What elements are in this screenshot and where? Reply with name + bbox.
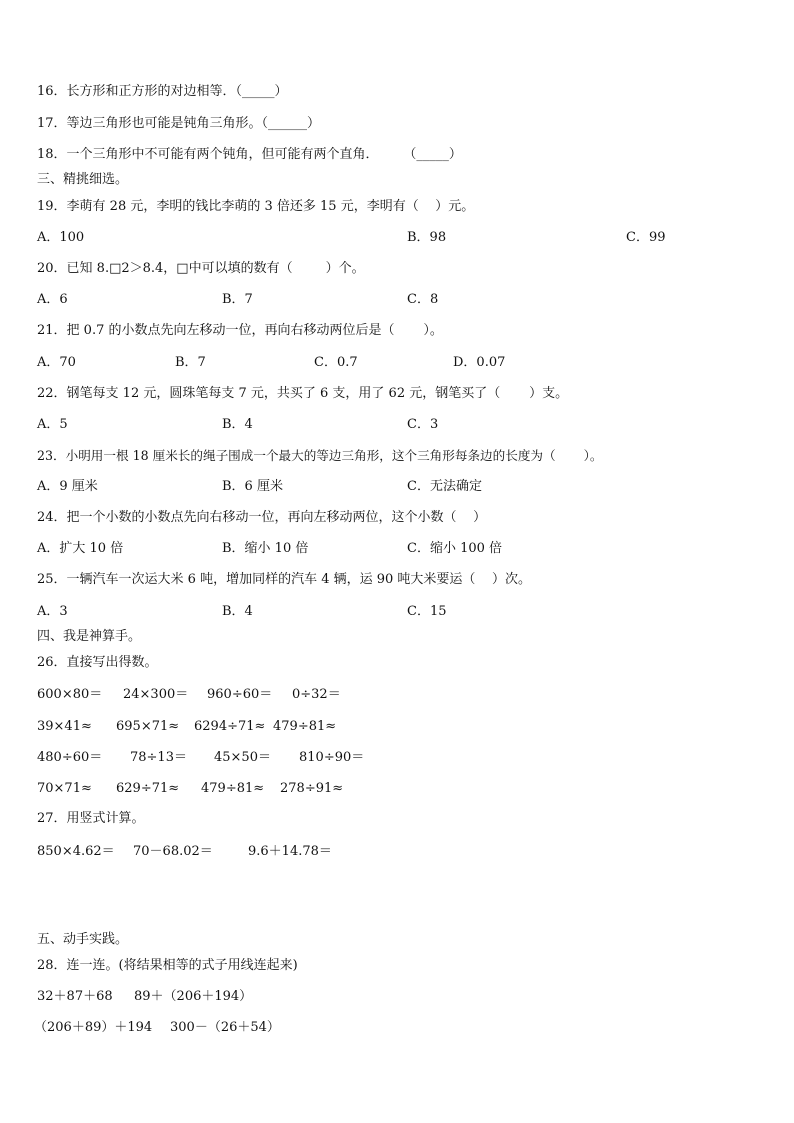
option-24-a: A．扩大 10 倍 [37, 541, 124, 556]
calc-item: 810÷90＝ [299, 750, 365, 765]
calc-item: 0÷32＝ [292, 687, 341, 702]
option-20-b: B．7 [222, 292, 253, 307]
section-title-3: 三、精挑细选。 [37, 172, 129, 187]
option-21-d: D．0.07 [453, 355, 506, 370]
option-23-b: B．6 厘米 [222, 479, 283, 494]
section-title-5: 五、动手实践。 [37, 932, 129, 947]
question-20: 20．已知 8.□2＞8.4，□中可以填的数有（ ）个。 [37, 261, 365, 276]
connect-item: 32＋87＋68 [37, 989, 113, 1004]
section-title-4: 四、我是神算手。 [37, 629, 142, 644]
question-28: 28．连一连。(将结果相等的式子用线连起来) [37, 958, 298, 973]
question-19: 19．李萌有 28 元，李明的钱比李萌的 3 倍还多 15 元，李明有（ ）元。 [37, 199, 475, 214]
option-25-c: C．15 [407, 604, 447, 619]
calc-item: 600×80＝ [37, 687, 103, 702]
option-21-a: A．70 [37, 355, 76, 370]
option-22-b: B．4 [222, 417, 253, 432]
option-23-c: C．无法确定 [407, 479, 482, 494]
vertical-calc-item: 850×4.62＝ [37, 844, 115, 859]
option-22-c: C．3 [407, 417, 439, 432]
calc-item: 479÷81≈ [273, 719, 337, 734]
question-22: 22．钢笔每支 12 元，圆珠笔每支 7 元，共买了 6 支，用了 62 元，钢笔买了（ ）支。 [37, 386, 569, 401]
option-25-a: A．3 [37, 604, 68, 619]
option-25-b: B．4 [222, 604, 253, 619]
calc-item: 960÷60＝ [207, 687, 273, 702]
calc-item: 479÷81≈ [201, 781, 265, 796]
question-21: 21．把 0.7 的小数点先向左移动一位，再向右移动两位后是（ ）。 [37, 323, 443, 338]
option-22-a: A．5 [37, 417, 68, 432]
connect-item: （206＋89）＋194 [34, 1020, 153, 1035]
question-27: 27．用竖式计算。 [37, 811, 145, 826]
vertical-calc-item: 70－68.02＝ [133, 844, 213, 859]
question-25: 25．一辆汽车一次运大米 6 吨，增加同样的汽车 4 辆，运 90 吨大米要运（ ）次。 [37, 572, 531, 587]
connect-item: 300－（26＋54） [170, 1020, 280, 1035]
calc-item: 629÷71≈ [116, 781, 180, 796]
calc-item: 70×71≈ [37, 781, 92, 796]
option-24-b: B．缩小 10 倍 [222, 541, 309, 556]
calc-item: 6294÷71≈ [194, 719, 266, 734]
vertical-calc-item: 9.6＋14.78＝ [248, 844, 332, 859]
calc-item: 480÷60＝ [37, 750, 103, 765]
calc-item: 24×300＝ [123, 687, 189, 702]
calc-item: 278÷91≈ [280, 781, 344, 796]
option-19-c: C．99 [626, 230, 666, 245]
option-24-c: C．缩小 100 倍 [407, 541, 503, 556]
option-19-b: B．98 [407, 230, 447, 245]
option-23-a: A．9 厘米 [37, 479, 98, 494]
calc-item: 39×41≈ [37, 719, 92, 734]
calc-item: 695×71≈ [116, 719, 180, 734]
connect-item: 89＋（206＋194） [134, 989, 253, 1004]
question-26: 26．直接写出得数。 [37, 655, 158, 670]
question-18: 18．一个三角形中不可能有两个钝角，但可能有两个直角． （_____） [37, 147, 462, 162]
question-23: 23．小明用一根 18 厘米长的绳子围成一个最大的等边三角形，这个三角形每条边的长度为（ ）。 [37, 448, 603, 463]
option-20-c: C．8 [407, 292, 439, 307]
question-17: 17．等边三角形也可能是钝角三角形。（______） [37, 116, 321, 131]
option-21-b: B．7 [175, 355, 206, 370]
option-19-a: A．100 [37, 230, 85, 245]
option-20-a: A．6 [37, 292, 68, 307]
question-24: 24．把一个小数的小数点先向右移动一位，再向左移动两位，这个小数（ ） [37, 510, 487, 525]
question-16: 16．长方形和正方形的对边相等．（_____） [37, 84, 288, 99]
calc-item: 78÷13＝ [130, 750, 187, 765]
calc-item: 45×50＝ [214, 750, 271, 765]
option-21-c: C．0.7 [314, 355, 358, 370]
